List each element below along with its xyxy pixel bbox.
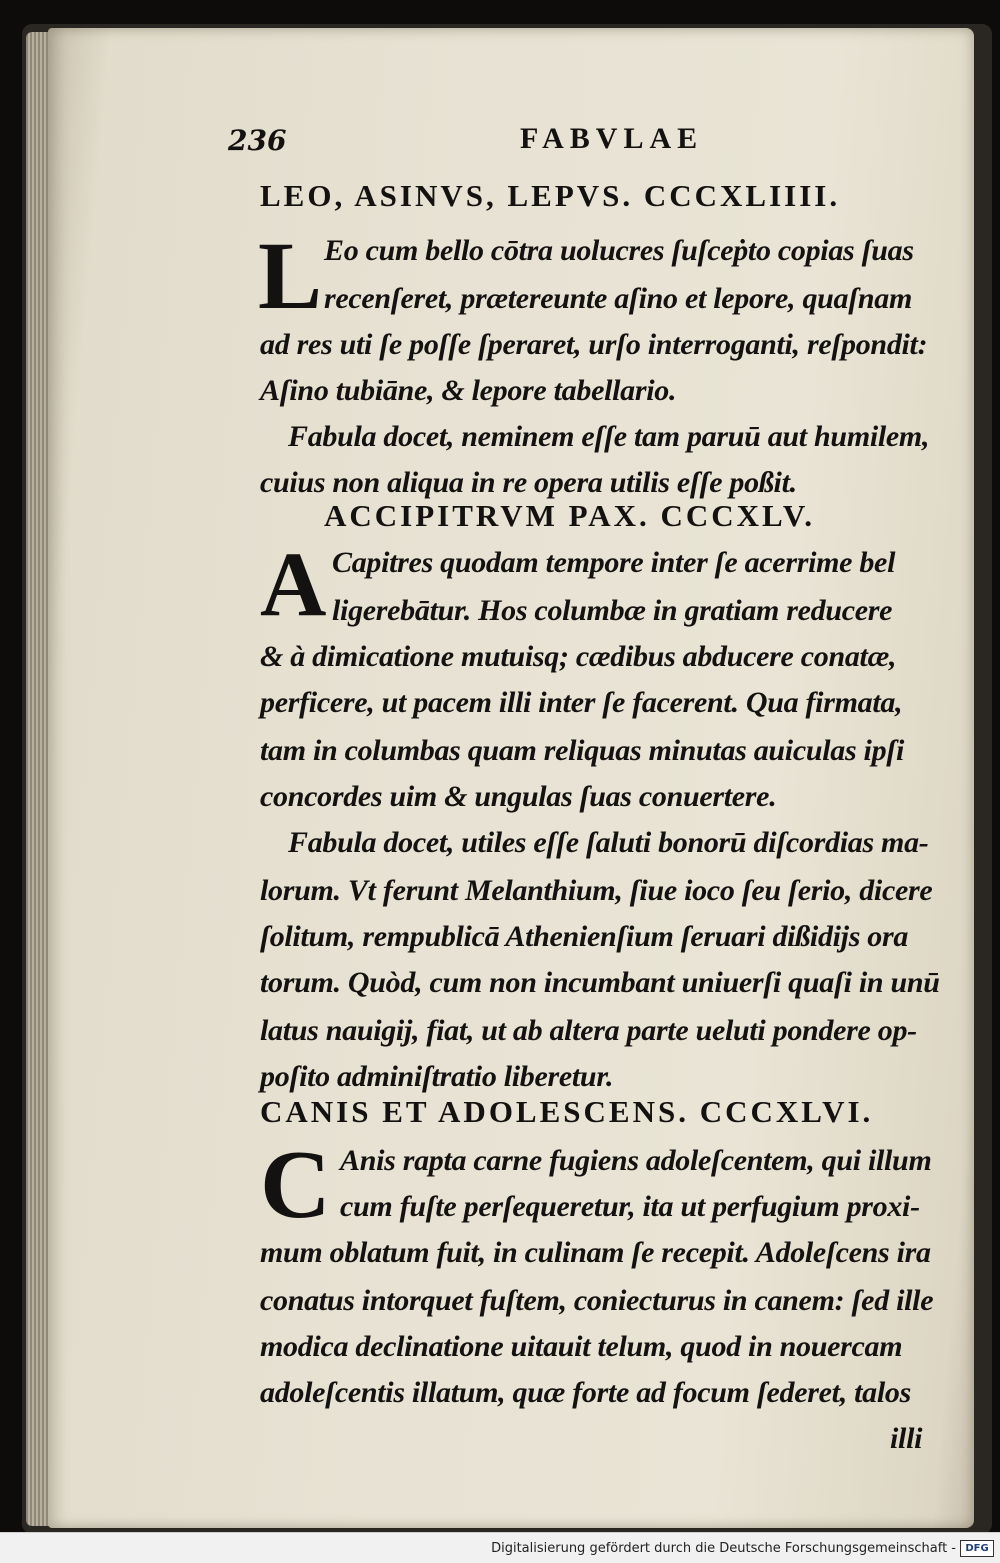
text-line: cuius non aliqua in re opera utilis eſſe poßit. [260, 466, 797, 499]
footer-bar [0, 1532, 1000, 1563]
drop-initial: C [260, 1131, 331, 1239]
fable-heading: CANIS ET ADOLESCENS. CCCXLVI. [260, 1094, 874, 1129]
catchword: illi [890, 1422, 923, 1455]
text-line: adoleſcentis illatum, quæ forte ad focum ſederet, talos [260, 1376, 911, 1409]
text-line: concordes uim & ungulas ſuas conuertere. [260, 780, 777, 813]
text-line: tam in columbas quam reliquas minutas auiculas ipſi [260, 734, 905, 767]
text-line: latus nauigij, fiat, ut ab altera parte ueluti pondere op- [260, 1014, 917, 1047]
text-line: mum oblatum fuit, in culinam ſe recepit. Adoleſcens ira [260, 1236, 931, 1269]
text-line: torum. Quòd, cum non incumbant uniuerſi quaſi in unū [260, 966, 940, 999]
fable-heading: ACCIPITRVM PAX. CCCXLV. [324, 498, 816, 533]
text-line: Fabula docet, neminem eſſe tam paruū aut humilem, [288, 420, 930, 453]
text-line: Aſino tubiāne, & lepore tabellario. [260, 374, 677, 407]
text-line: ligerebātur. Hos columbæ in gratiam reducere [332, 594, 893, 627]
text-line: & à dimicatione mutuisq; cædibus abducere conatæ, [260, 640, 897, 673]
text-line: conatus intorquet fuſtem, coniecturus in canem: ſed ille [260, 1284, 934, 1317]
funding-credit: Digitalisierung gefördert durch die Deutsche Forschungsgemeinschaft - [491, 1541, 956, 1556]
drop-initial: A [260, 533, 327, 635]
fable-heading: LEO, ASINVS, LEPVS. CCCXLIIII. [260, 178, 841, 213]
text-line: Anis rapta carne fugiens adoleſcentem, qui illum [340, 1144, 932, 1177]
text-line: Capitres quodam tempore inter ſe acerrime bel [332, 546, 896, 579]
text-line: Fabula docet, utiles eſſe ſaluti bonorū diſcordias ma- [288, 826, 929, 859]
dfg-logo-icon: DFG [960, 1540, 994, 1557]
book-page [48, 28, 974, 1528]
text-line: perficere, ut pacem illi inter ſe facerent. Qua firmata, [260, 686, 903, 719]
text-line: Eo cum bello cōtra uolucres ſuſceṗto copias ſuas [324, 234, 914, 267]
page-number: 236 [228, 124, 287, 157]
text-line: cum fuſte perſequeretur, ita ut perfugium proxi- [340, 1190, 920, 1223]
text-line: ad res uti ſe poſſe ſperaret, urſo interroganti, reſpondit: [260, 328, 928, 361]
text-line: recenſeret, prætereunte aſino et lepore, quaſnam [324, 282, 913, 315]
text-line: poſito adminiſtratio liberetur. [260, 1060, 614, 1093]
running-title: FABVLAE [520, 122, 704, 155]
text-line: ſolitum, rempublicā Athenienſium ſeruari dißidijs ora [260, 920, 909, 953]
drop-initial: L [258, 222, 323, 329]
text-line: modica declinatione uitauit telum, quod in nouercam [260, 1330, 903, 1363]
text-line: lorum. Vt ferunt Melanthium, ſiue ioco ſeu ſerio, dicere [260, 874, 933, 907]
